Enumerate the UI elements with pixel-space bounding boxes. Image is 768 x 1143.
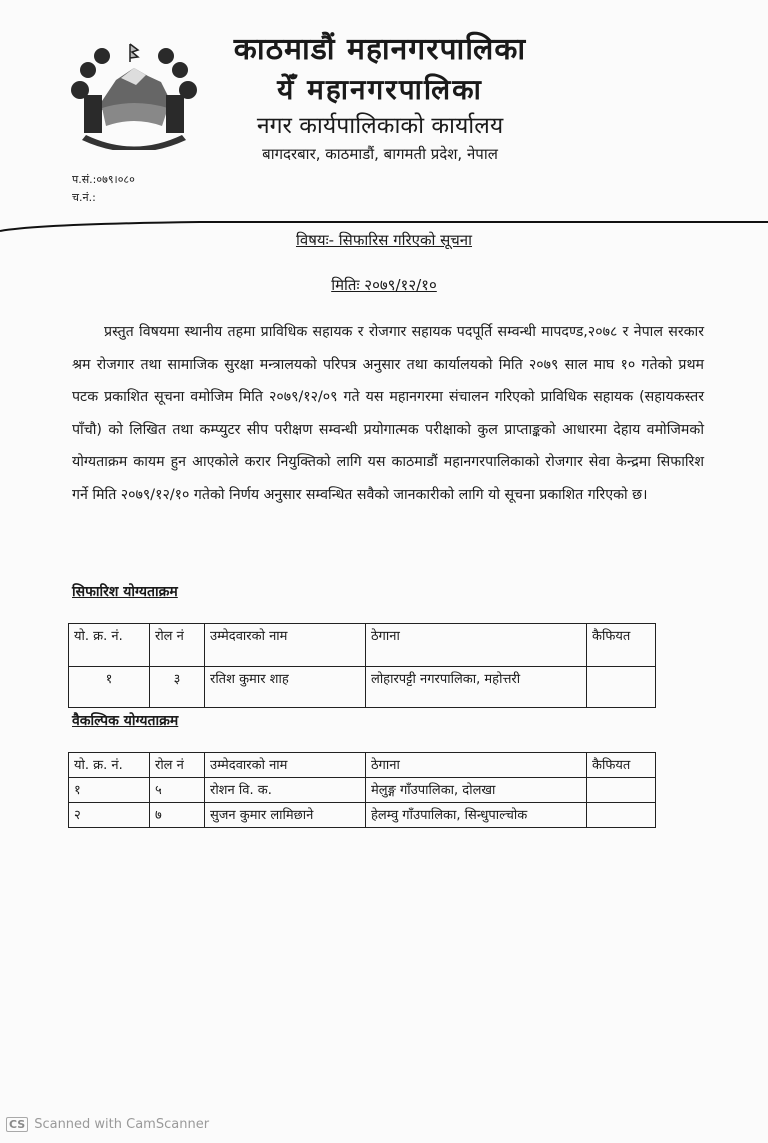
header-address: ठेगाना [366,624,587,667]
cell-name: रतिश कुमार शाह [205,667,366,708]
header-rank: यो. क्र. नं. [69,624,150,667]
cell-name: रोशन वि. क. [205,778,366,803]
camscanner-watermark [6,1117,209,1132]
office-address: बागदरबार, काठमाडौं, बागमती प्रदेश, नेपाल [262,145,498,163]
municipality-name: काठमाडौं महानगरपालिका [233,32,527,67]
table-header-row [69,753,656,778]
date-text: मितिः २०७९/१२/१० [331,276,437,294]
header-roll: रोल नं [150,753,205,778]
cell-address: लोहारपट्टी नगरपालिका, महोत्तरी [366,667,587,708]
cell-address: मेलुङ्ग गाँउपालिका, दोलखा [366,778,587,803]
camscanner-logo-icon: CS [6,1117,28,1132]
cell-rank: १ [69,778,150,803]
cell-remarks [587,667,656,708]
header-address: ठेगाना [366,753,587,778]
notice-body: प्रस्तुत विषयमा स्थानीय तहमा प्राविधिक सहायक र रोजगार सहायक पदपूर्ति सम्वन्धी मापदण्ड,२०७८ र नेपाल सरकार श्रम रोजगार तथा सामाजिक सुरक्षा मन्त्रालयको परिपत्र अनुसार तथा कार्यालयको मिति २०७९ साल माघ १० गतेको प्रथम पटक प्रकाशित सूचना वमोजिम मिति २०७९/१२/०९ गते यस महानगरमा संचालन गरिएको प्राविधिक सहायक (सहायकस्तर पाँचौ) को लिखित तथा कम्प्युटर सीप परीक्षण सम्वन्धी प्रयोगात्मक परीक्षाको कुल प्राप्ताङ्कको आधारमा देहाय वमोजिमको योग्यताक्रम कायम हुन आएकोले करार नियुक्तिको लागि यस काठमाडौं महानगरपालिकाको रोजगार सेवा केन्द्रमा सिफारिश गर्ने मिति २०७९/१२/१० गतेको निर्णय अनुसार सम्वन्धित सवैको जानकारीको लागि यो सूचना प्रकाशित गरिएको छ। [72,324,704,503]
recommended-table [68,623,656,708]
cell-remarks [587,803,656,828]
date-line [0,275,768,295]
cell-roll: ७ [150,803,205,828]
alternate-title: वैकल्पिक योग्यताक्रम [72,713,179,729]
nepal-emblem-logo [66,40,202,150]
letterhead [215,30,545,166]
cell-roll: ३ [150,667,205,708]
table-row [69,667,656,708]
dispatch-number: च.नं.: [72,191,96,204]
table-row [69,778,656,803]
recommended-title: सिफारिश योग्यताक्रम [72,584,178,600]
municipality-name-newari: येँ महानगरपालिका [277,73,483,106]
alternate-table [68,752,656,828]
watermark-text: Scanned with CamScanner [34,1117,210,1132]
cell-rank: २ [69,803,150,828]
cell-name: सुजन कुमार लामिछाने [205,803,366,828]
cell-remarks [587,778,656,803]
subject-text: विषयः- सिफारिस गरिएको सूचना [295,231,473,249]
cell-roll: ५ [150,778,205,803]
reference-number: प.सं.:०७९।०८० [72,173,135,186]
header-name: उम्मेदवारको नाम [205,753,366,778]
subject-line [0,230,768,250]
table-header-row [69,624,656,667]
header-remarks: कैफियत [587,753,656,778]
header-name: उम्मेदवारको नाम [205,624,366,667]
cell-address: हेलम्वु गाँउपालिका, सिन्धुपाल्चोक [366,803,587,828]
header-rank: यो. क्र. नं. [69,753,150,778]
header-roll: रोल नं [150,624,205,667]
office-name: नगर कार्यपालिकाको कार्यालय [256,113,504,139]
table-row [69,803,656,828]
header-remarks: कैफियत [587,624,656,667]
cell-rank: १ [69,667,150,708]
